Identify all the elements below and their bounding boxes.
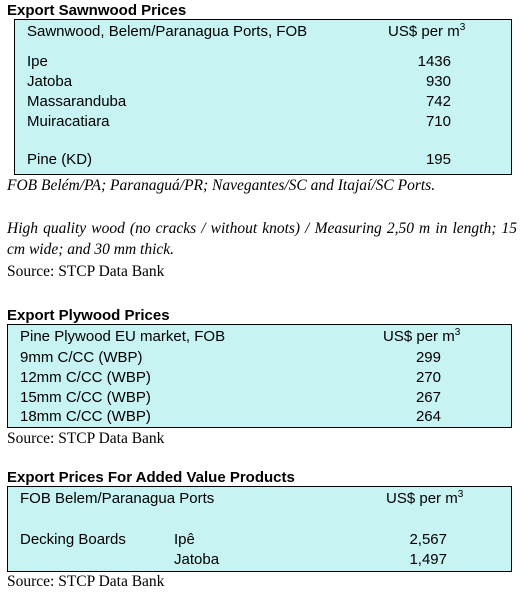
price-value: 1,497 xyxy=(409,551,447,568)
table-row xyxy=(8,389,511,409)
table-row xyxy=(8,369,511,389)
price-value: 2,567 xyxy=(409,531,447,548)
sawnwood-note-quality: High quality wood (no cracks / without knots) / Measuring 2,50 m in length; 15 cm wide; and 30 mm thick. xyxy=(7,220,517,258)
added-value-header-label: FOB Belem/Paranagua Ports xyxy=(20,490,215,507)
sawnwood-header-label: Sawnwood, Belem/Paranagua Ports, FOB xyxy=(27,23,308,40)
plywood-header-row xyxy=(8,328,511,348)
plywood-heading: Export Plywood Prices xyxy=(7,307,170,324)
table-row xyxy=(15,113,511,133)
price-value: 195 xyxy=(425,151,451,168)
added-value-heading: Export Prices For Added Value Products xyxy=(7,469,295,486)
table-row xyxy=(15,73,511,93)
added-value-header-row xyxy=(8,490,511,510)
plywood-grade: 9mm C/CC (WBP) xyxy=(20,349,143,366)
wood-name: Pine (KD) xyxy=(27,151,93,168)
added-value-source: Source: STCP Data Bank xyxy=(7,573,165,590)
wood-name: Ipe xyxy=(27,53,48,70)
plywood-grade: 15mm C/CC (WBP) xyxy=(20,389,151,406)
sawnwood-header-unit: US$ per $m^3$ xyxy=(388,22,466,40)
sawnwood-source: Source: STCP Data Bank xyxy=(7,263,165,280)
price-value: 930 xyxy=(425,73,451,90)
table-row xyxy=(8,349,511,369)
product-name: Decking Boards xyxy=(20,531,126,548)
plywood-header-label: Pine Plywood EU market, FOB xyxy=(20,328,226,345)
table-row xyxy=(15,53,511,73)
added-value-table xyxy=(7,486,512,572)
added-value-header-unit: US$ per $m^3$ xyxy=(386,489,464,507)
wood-name: Muiracatiara xyxy=(27,113,110,130)
price-value: 1436 xyxy=(417,53,451,70)
sawnwood-header-row xyxy=(15,23,511,43)
table-row xyxy=(15,151,511,171)
price-value: 267 xyxy=(415,389,441,406)
sawnwood-heading: Export Sawnwood Prices xyxy=(7,2,187,19)
table-row xyxy=(8,531,511,551)
plywood-header-unit: US$ per $m^3$ xyxy=(383,327,461,345)
price-value: 270 xyxy=(415,369,441,386)
table-row xyxy=(8,408,511,428)
plywood-grade: 12mm C/CC (WBP) xyxy=(20,369,151,386)
species-name: Ipê xyxy=(174,531,195,548)
price-value: 742 xyxy=(425,93,451,110)
wood-name: Massaranduba xyxy=(27,93,127,110)
plywood-table xyxy=(7,324,512,428)
sawnwood-table xyxy=(14,19,512,175)
wood-name: Jatoba xyxy=(27,73,73,90)
sawnwood-note-ports: FOB Belém/PA; Paranaguá/PR; Navegantes/SC and Itajaí/SC Ports. xyxy=(7,177,436,194)
plywood-source: Source: STCP Data Bank xyxy=(7,430,165,447)
species-name: Jatoba xyxy=(174,551,220,568)
price-value: 299 xyxy=(415,349,441,366)
price-value: 264 xyxy=(415,408,441,425)
price-value: 710 xyxy=(425,113,451,130)
plywood-grade: 18mm C/CC (WBP) xyxy=(20,408,151,425)
table-row xyxy=(15,93,511,113)
table-row xyxy=(8,551,511,571)
